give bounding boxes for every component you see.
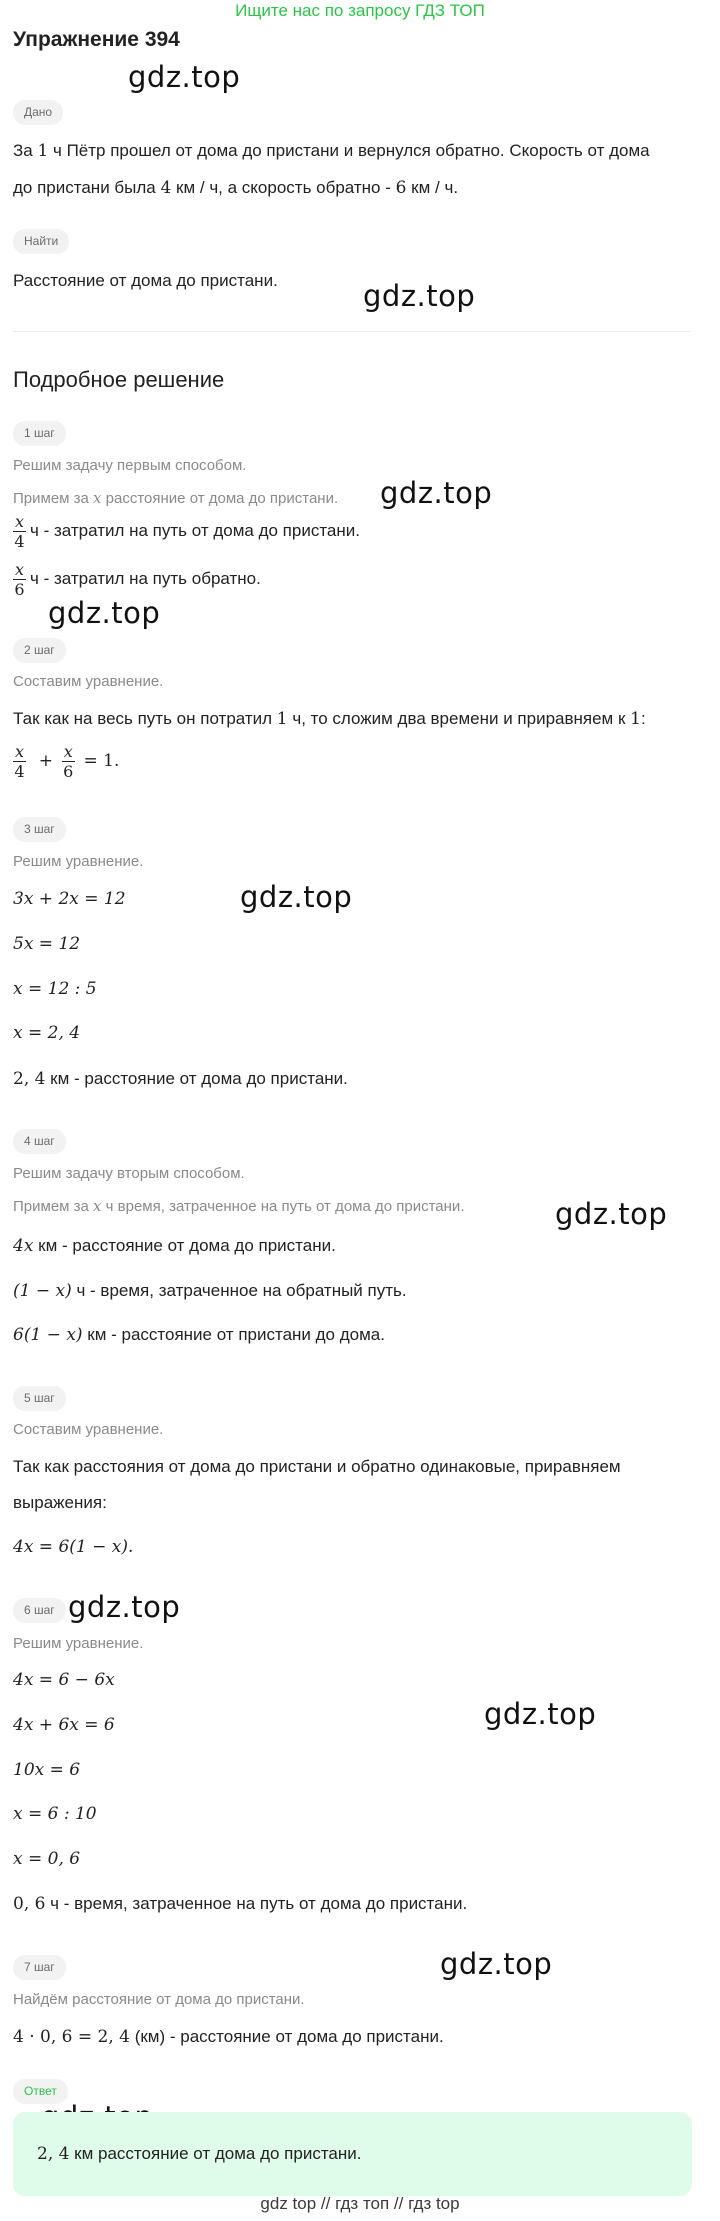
step-3-result: 2, 4 км - расстояние от дома до пристани. xyxy=(13,1069,348,1089)
step-1-fraction-line-2: $\frac{x}{6}$ ч - затратил на путь обратно. xyxy=(14,560,261,599)
solution-title: Подробное решение xyxy=(13,367,225,392)
watermark: gdz.top xyxy=(363,279,476,313)
step-3-note: Решим уравнение. xyxy=(13,853,144,870)
given-badge: Дано xyxy=(13,100,63,125)
step-5-badge: 5 шаг xyxy=(13,1386,66,1411)
step-7-badge: 7 шаг xyxy=(13,1955,66,1980)
watermark: gdz.top xyxy=(380,476,493,510)
find-badge: Найти xyxy=(13,229,69,254)
step-6-result: 0, 6 ч - время, затраченное на путь от дома до пристани. xyxy=(13,1894,468,1914)
step-1-fraction-line-1: $\frac{x}{4}$ ч - затратил на путь от дома до пристани. xyxy=(14,512,360,551)
step-3-equation-4: x = 2, 4 xyxy=(13,1023,81,1043)
step-6-badge: 6 шаг xyxy=(13,1598,66,1623)
step-5-text-line-2: выражения: xyxy=(13,1493,107,1512)
step-3-badge: 3 шаг xyxy=(13,817,66,842)
answer-text: 2, 4 км расстояние от дома до пристани. xyxy=(37,2144,362,2164)
step-7-equation: 4 · 0, 6 = 2, 4 (км) - расстояние от дома до пристани. xyxy=(13,2027,444,2047)
search-banner[interactable]: Ищите нас по запросу ГДЗ ТОП xyxy=(235,1,485,20)
watermark: gdz.top xyxy=(128,60,241,94)
step-6-equation-2: 4x + 6x = 6 xyxy=(13,1715,115,1735)
step-3-equation-2: 5x = 12 xyxy=(13,934,81,954)
step-6-equation-4: x = 6 : 10 xyxy=(13,1804,97,1824)
watermark: gdz.top xyxy=(48,596,161,630)
given-text-line-1: За 1 ч Пётр прошел от дома до пристани и вернулся обратно. Скорость от дома xyxy=(13,141,650,161)
find-text: Расстояние от дома до пристани. xyxy=(13,271,278,290)
watermark: gdz.top xyxy=(555,1197,668,1231)
step-6-equation-3: 10x = 6 xyxy=(13,1760,81,1780)
step-1-badge: 1 шаг xyxy=(13,421,66,446)
step-6-equation-1: 4x = 6 − 6x xyxy=(13,1670,115,1690)
step-5-note: Составим уравнение. xyxy=(13,1421,164,1438)
watermark: gdz.top xyxy=(240,880,353,914)
watermark: gdz.top xyxy=(484,1697,597,1731)
step-4-line-2: (1 − x) ч - время, затраченное на обратный путь. xyxy=(13,1281,407,1301)
step-4-badge: 4 шаг xyxy=(13,1129,66,1154)
step-2-equation: $\frac{x}{4}$ + $\frac{x}{6}$ = 1. xyxy=(14,742,120,781)
step-5-equation: 4x = 6(1 − x). xyxy=(13,1537,134,1557)
watermark: gdz.top xyxy=(68,1590,181,1624)
step-5-text-line-1: Так как расстояния от дома до пристани и обратно одинаковые, приравняем xyxy=(13,1457,621,1476)
step-7-note: Найдём расстояние от дома до пристани. xyxy=(13,1991,305,2008)
step-2-badge: 2 шаг xyxy=(13,638,66,663)
step-1-note-2: Примем за x расстояние от дома до пристани. xyxy=(13,489,339,507)
answer-badge: Ответ xyxy=(13,2079,68,2104)
step-3-equation-1: 3x + 2x = 12 xyxy=(13,889,126,909)
step-4-line-1: 4x км - расстояние от дома до пристани. xyxy=(13,1236,336,1256)
step-3-equation-3: x = 12 : 5 xyxy=(13,979,97,999)
step-2-note: Составим уравнение. xyxy=(13,673,164,690)
section-divider xyxy=(13,331,690,332)
step-4-note-2: Примем за x ч время, затраченное на путь от дома до пристани. xyxy=(13,1197,465,1215)
step-6-note: Решим уравнение. xyxy=(13,1635,144,1652)
step-1-note: Решим задачу первым способом. xyxy=(13,457,247,474)
page-title: Упражнение 394 xyxy=(13,28,180,51)
step-4-line-3: 6(1 − x) км - расстояние от пристани до дома. xyxy=(13,1325,385,1345)
given-text-line-2: до пристани была 4 км / ч, а скорость обратно - 6 км / ч. xyxy=(13,178,459,198)
footer-links[interactable]: gdz top // гдз топ // гдз top xyxy=(260,2194,460,2213)
step-2-text: Так как на весь путь он потратил 1 ч, то сложим два времени и приравняем к 1: xyxy=(13,709,646,729)
step-6-equation-5: x = 0, 6 xyxy=(13,1849,81,1869)
watermark: gdz.top xyxy=(440,1947,553,1981)
step-4-note: Решим задачу вторым способом. xyxy=(13,1165,245,1182)
